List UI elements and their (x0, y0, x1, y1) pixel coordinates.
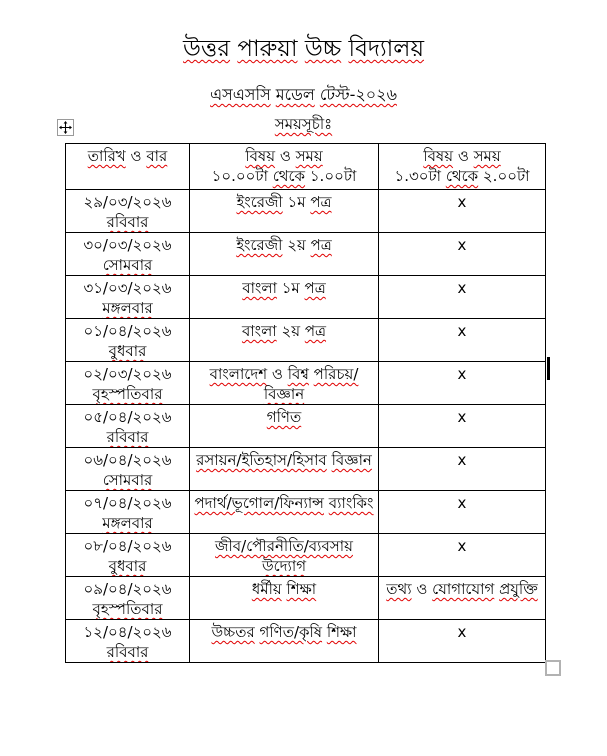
date-day-cell[interactable] (66, 577, 190, 620)
morning-subject-cell[interactable] (190, 448, 379, 491)
day-text: সোমবার (102, 471, 153, 489)
table-row (66, 405, 546, 448)
date-text: ০১/০৪/২০২৬ (83, 322, 172, 340)
afternoon-subject-cell[interactable] (379, 577, 546, 620)
table-move-handle[interactable] (57, 119, 74, 136)
afternoon-subject-cell[interactable] (379, 405, 546, 448)
table-row (66, 534, 546, 577)
afternoon-subject-cell[interactable] (379, 491, 546, 534)
subject-text: পদার্থ/ভূগোল/ফিন্যান্স ব্যাংকিং (194, 494, 374, 512)
header-morning-label: বিষয় ও সময় (245, 147, 323, 165)
date-day-cell[interactable] (66, 405, 190, 448)
morning-subject-cell[interactable] (190, 405, 379, 448)
afternoon-text: x (457, 236, 467, 254)
document-subtitle[interactable]: এসএসসি মডেল টেস্ট-২০২৬ (210, 85, 397, 104)
afternoon-subject-cell[interactable] (379, 190, 546, 233)
date-text: ০৯/০৪/২০২৬ (83, 580, 172, 598)
subject-text: ইংরেজী ১ম পত্র (236, 193, 332, 211)
date-day-cell[interactable] (66, 190, 190, 233)
date-text: ৩০/০৩/২০২৬ (83, 236, 172, 254)
afternoon-text: x (457, 365, 467, 383)
morning-subject-cell[interactable] (190, 577, 379, 620)
day-text: বৃহস্পতিবার (92, 600, 163, 618)
afternoon-subject-cell[interactable] (379, 233, 546, 276)
date-text: ০৬/০৪/২০২৬ (83, 451, 172, 469)
table-row (66, 491, 546, 534)
afternoon-text: x (457, 322, 467, 340)
date-text: ০২/০৩/২০২৬ (83, 365, 172, 383)
table-row (66, 276, 546, 319)
afternoon-text: x (457, 494, 467, 512)
date-day-cell[interactable] (66, 448, 190, 491)
text-insertion-cursor (547, 357, 550, 380)
date-day-cell[interactable] (66, 534, 190, 577)
date-text: ৩১/০৩/২০২৬ (83, 279, 172, 297)
document-title[interactable]: উত্তর পারুয়া উচ্চ বিদ্যালয় (183, 36, 424, 62)
table-row (66, 319, 546, 362)
morning-subject-cell[interactable] (190, 491, 379, 534)
day-text: বুধবার (108, 557, 147, 575)
morning-subject-cell[interactable] (190, 620, 379, 663)
afternoon-text: তথ্য ও যোগাযোগ প্রযুক্তি (386, 580, 538, 598)
afternoon-text: x (457, 623, 467, 641)
day-text: রবিবার (106, 428, 149, 446)
day-text: রবিবার (106, 213, 149, 231)
morning-subject-cell[interactable] (190, 233, 379, 276)
afternoon-subject-cell[interactable] (379, 362, 546, 405)
subject-text: উচ্চতর গণিত/কৃষি শিক্ষা (211, 623, 357, 641)
date-day-cell[interactable] (66, 362, 190, 405)
morning-subject-cell[interactable] (190, 190, 379, 233)
afternoon-subject-cell[interactable] (379, 620, 546, 663)
date-day-cell[interactable] (66, 276, 190, 319)
table-row (66, 448, 546, 491)
afternoon-subject-cell[interactable] (379, 319, 546, 362)
day-text: মঙ্গলবার (102, 514, 153, 532)
header-afternoon-label: বিষয় ও সময় (423, 147, 501, 165)
exam-schedule-table (65, 143, 546, 663)
afternoon-subject-cell[interactable] (379, 276, 546, 319)
afternoon-text: x (457, 408, 467, 426)
subject-text: ধর্মীয় শিক্ষা (251, 580, 317, 598)
header-date-day-label: তারিখ ও বার (87, 147, 168, 165)
date-text: ০৮/০৪/২০২৬ (83, 537, 172, 555)
schedule-label[interactable]: সময়সূচীঃ (274, 115, 333, 133)
header-cell-morning-session[interactable] (190, 144, 379, 190)
table-row (66, 362, 546, 405)
subject-text: ইংরেজী ২য় পত্র (236, 236, 332, 254)
day-text: মঙ্গলবার (102, 299, 153, 317)
header-morning-time: ১০.০০টা থেকে ১.০০টা (211, 167, 357, 185)
move-cross-icon (59, 121, 72, 134)
afternoon-subject-cell[interactable] (379, 448, 546, 491)
afternoon-subject-cell[interactable] (379, 534, 546, 577)
date-day-cell[interactable] (66, 620, 190, 663)
afternoon-text: x (457, 279, 467, 297)
morning-subject-cell[interactable] (190, 276, 379, 319)
afternoon-text: x (457, 193, 467, 211)
morning-subject-cell[interactable] (190, 319, 379, 362)
date-text: ০৭/০৪/২০২৬ (83, 494, 172, 512)
table-row (66, 620, 546, 663)
subject-text: গণিত (266, 408, 302, 426)
table-resize-handle[interactable] (545, 660, 561, 676)
day-text: সোমবার (102, 256, 153, 274)
afternoon-text: x (457, 537, 467, 555)
header-cell-date-day[interactable] (66, 144, 190, 190)
morning-subject-cell[interactable] (190, 362, 379, 405)
day-text: বৃহস্পতিবার (92, 385, 163, 403)
afternoon-text: x (457, 451, 467, 469)
subject-text: জীব/পৌরনীতি/ব্যবসায় উদ্যোগ (215, 537, 353, 575)
subject-text: বাংলাদেশ ও বিশ্ব পরিচয়/বিজ্ঞান (209, 365, 359, 403)
table-header-row (66, 144, 546, 190)
table-row (66, 233, 546, 276)
header-afternoon-time: ১.৩০টা থেকে ২.০০টা (394, 167, 530, 185)
date-text: ০৫/০৪/২০২৬ (83, 408, 172, 426)
date-day-cell[interactable] (66, 319, 190, 362)
subject-text: বাংলা ১ম পত্র (242, 279, 326, 297)
date-text: ২৯/০৩/২০২৬ (83, 193, 172, 211)
date-text: ১২/০৪/২০২৬ (83, 623, 172, 641)
date-day-cell[interactable] (66, 233, 190, 276)
date-day-cell[interactable] (66, 491, 190, 534)
subject-text: রসায়ন/ইতিহাস/হিসাব বিজ্ঞান (196, 451, 372, 469)
table-row (66, 577, 546, 620)
day-text: রবিবার (106, 643, 149, 661)
morning-subject-cell[interactable] (190, 534, 379, 577)
subject-text: বাংলা ২য় পত্র (241, 322, 327, 340)
header-cell-afternoon-session[interactable] (379, 144, 546, 190)
day-text: বুধবার (108, 342, 147, 360)
table-row (66, 190, 546, 233)
